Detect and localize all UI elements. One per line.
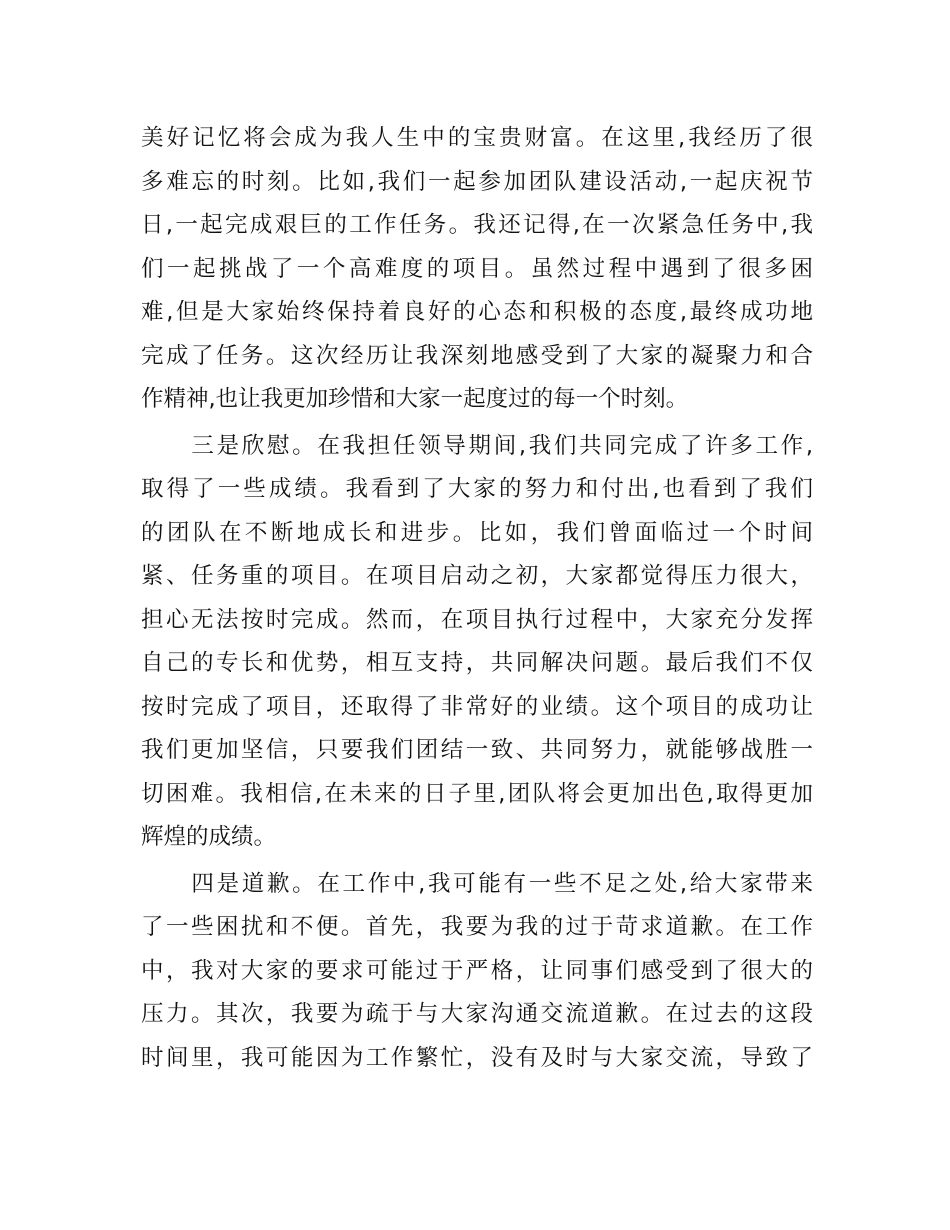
text-line: 的团队在不断地成长和进步。比如，我们曾面临过一个时间	[141, 519, 813, 546]
text-line: 我们更加坚信，只要我们团结一致、共同努力，就能够战胜一	[141, 737, 813, 763]
text-line: 四是道歉。在工作中,我可能有一些不足之处,给大家带来	[141, 870, 813, 897]
text-line: 美好记忆将会成为我人生中的宝贵财富。在这里,我经历了很	[141, 125, 813, 151]
text-line: 们一起挑战了一个高难度的项目。虽然过程中遇到了很多困	[141, 255, 813, 282]
paragraph-apology	[141, 863, 813, 1081]
text-line: 难,但是大家始终保持着良好的心态和积极的态度,最终成功地	[141, 299, 813, 325]
text-line: 多难忘的时刻。比如,我们一起参加团队建设活动,一起庆祝节	[141, 168, 813, 195]
text-line: 时间里，我可能因为工作繁忙，没有及时与大家交流，导致了	[141, 1044, 813, 1071]
text-line: 压力。其次，我要为疏于与大家沟通交流道歉。在过去的这段	[141, 1001, 813, 1027]
text-line: 作精神,也让我更加珍惜和大家一起度过的每一个时刻。	[141, 386, 689, 412]
text-line: 中，我对大家的要求可能过于严格，让同事们感受到了很大的	[141, 957, 813, 984]
text-line: 按时完成了项目，还取得了非常好的业绩。这个项目的成功让	[141, 693, 813, 720]
text-line: 日,一起完成艰巨的工作任务。我还记得,在一次紧急任务中,我	[141, 212, 813, 238]
document-body	[141, 117, 813, 1083]
text-line: 了一些困扰和不便。首先，我要为我的过于苛求道歉。在工作	[141, 914, 813, 940]
text-line: 紧、任务重的项目。在项目启动之初，大家都觉得压力很大，	[141, 563, 813, 589]
paragraph-memories	[141, 117, 813, 422]
text-line: 取得了一些成绩。我看到了大家的努力和付出,也看到了我们	[141, 476, 813, 502]
text-line: 自己的专长和优势，相互支持，共同解决问题。最后我们不仅	[141, 650, 813, 676]
text-line: 三是欣慰。在我担任领导期间,我们共同完成了许多工作,	[141, 432, 813, 459]
text-line: 担心无法按时完成。然而，在项目执行过程中，大家充分发挥	[141, 606, 813, 633]
text-line: 完成了任务。这次经历让我深刻地感受到了大家的凝聚力和合	[141, 342, 813, 369]
text-line: 辉煌的成绩。	[141, 824, 277, 850]
text-line: 切困难。我相信,在未来的日子里,团队将会更加出色,取得更加	[141, 780, 813, 807]
paragraph-gratification	[141, 425, 813, 860]
